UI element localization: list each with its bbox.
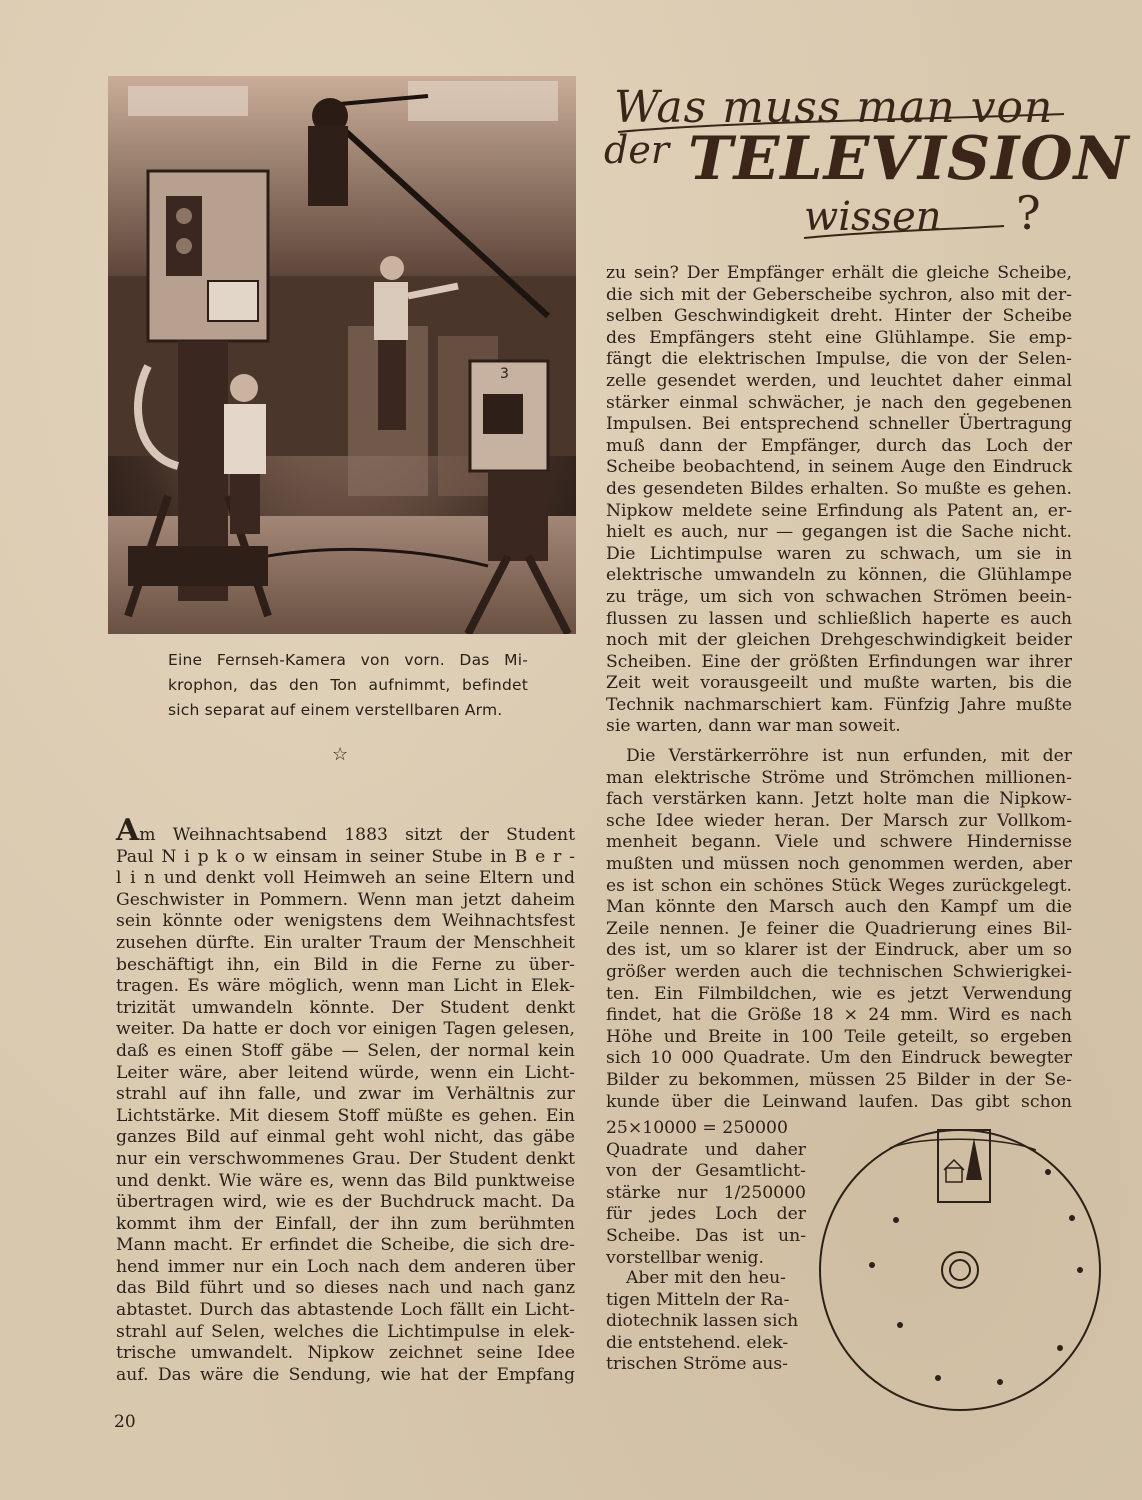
- text-line: ten. Ein Filmbildchen, wie es jetzt Verwendung: [606, 983, 1072, 1004]
- text-line: Die Verstärkerröhre ist nun erfunden, mit der: [626, 746, 1072, 766]
- text-line: für jedes Loch der: [606, 1204, 806, 1225]
- text-line: des ist, um so klarer ist der Eindruck, aber um so: [606, 940, 1072, 961]
- text-line: das Bild führt und so dieses nach und nach ganz: [116, 1278, 575, 1299]
- text-line: Mann macht. Er erfindet die Scheibe, die sich dre-: [116, 1235, 575, 1256]
- text-line: stärke nur 1/250000: [606, 1182, 806, 1203]
- title-line-3: wissen: [804, 194, 942, 240]
- text-line: hielt es auch, nur — gegangen ist die Sache nicht.: [606, 522, 1072, 543]
- television-camera-photo: [108, 76, 576, 634]
- text-line: menheit begann. Viele und schwere Hindernisse: [606, 832, 1072, 853]
- caption-line: Eine Fernseh-Kamera von vorn. Das Mi-: [168, 651, 528, 669]
- dropcap: A: [116, 813, 140, 848]
- text-line: zu sein? Der Empfänger erhält die gleiche Scheibe,: [606, 263, 1072, 283]
- text-line: Die Lichtimpulse waren zu schwach, um sie in: [606, 543, 1072, 564]
- text-line: diotechnik lassen sich: [606, 1311, 799, 1332]
- text-line: strahl auf ihn falle, und zwar im Verhältnis zur: [116, 1084, 575, 1105]
- text-line: fängt die elektrischen Impulse, die von der Selen-: [606, 349, 1072, 370]
- text-line: muß dann der Empfänger, durch das Loch der: [606, 435, 1072, 456]
- text-line: zelle gesendet werden, und leuchtet daher einmal: [606, 370, 1072, 391]
- photo-caption: [168, 648, 528, 723]
- text-line: nur ein verschwommenes Grau. Der Student denkt: [116, 1148, 575, 1169]
- formula-line: 25×10000 = 250000: [606, 1118, 788, 1138]
- text-line: Höhe und Breite in 100 Teile geteilt, so ergeben: [606, 1026, 1072, 1047]
- text-line: die entstehend. elek-: [606, 1332, 789, 1353]
- title-television: TELEVISION: [688, 124, 1130, 194]
- right-text-column-paragraph-2: [606, 746, 1072, 1113]
- text-line: größer werden auch die technischen Schwierigkei-: [606, 961, 1072, 982]
- photo-illustration: [108, 76, 576, 634]
- text-line: Scheiben. Eine der größten Erfindungen war ihrer: [606, 651, 1072, 672]
- text-line: von der Gesamtlicht-: [606, 1161, 806, 1182]
- text-line: vorstellbar wenig.: [606, 1247, 765, 1268]
- text-line: Aber mit den heu-: [626, 1268, 786, 1288]
- text-line: Quadrate und daher: [606, 1139, 806, 1160]
- text-line: beschäftigt ihn, ein Bild in die Ferne zu über-: [116, 954, 575, 975]
- text-line: Leiter wäre, aber leitend würde, wenn ein Licht-: [116, 1062, 575, 1083]
- separator-star: ☆: [332, 744, 349, 765]
- text-line: noch mit der gleichen Drehgeschwindigkeit beider: [606, 630, 1072, 651]
- text-line: flussen zu lassen und schließlich haperte es auch: [606, 608, 1072, 629]
- text-line: und denkt. Wie wäre es, wenn das Bild punktweise: [116, 1170, 575, 1191]
- title-line-2-prefix: der: [604, 128, 669, 172]
- text-line: auf. Das wäre die Sendung, wie hat der Empfang: [116, 1364, 575, 1385]
- text-line: sche Idee wieder heran. Der Marsch zur Vollkom-: [606, 810, 1072, 831]
- text-line: des Empfängers steht eine Glühlampe. Sie emp-: [606, 327, 1072, 348]
- text-line: des gesendeten Bildes erhalten. So mußte es gehen.: [606, 478, 1072, 499]
- article-title: [604, 70, 1130, 260]
- text-line: man elektrische Ströme und Strömchen millionen-: [606, 767, 1072, 788]
- text-line: findet, hat die Größe 18 × 24 mm. Wird es nach: [606, 1005, 1072, 1026]
- camera-number-label: 3: [500, 366, 509, 382]
- text-line: daß es einen Stoff gäbe — Selen, der normal kein: [116, 1040, 575, 1061]
- house-icon: [946, 1168, 962, 1182]
- text-line: stärker einmal schwächer, je nach den gegebenen: [606, 392, 1072, 413]
- text-line: weiter. Da hatte er doch vor einigen Tagen gelesen,: [116, 1019, 575, 1040]
- picture-frame: [938, 1130, 990, 1202]
- caption-line: sich separat auf einem verstellbaren Arm.: [168, 701, 503, 719]
- text-line: ganzes Bild auf einmal geht wohl nicht, das gäbe: [116, 1127, 575, 1148]
- title-question-mark: ?: [1016, 186, 1041, 240]
- text-line: Paul N i p k o w einsam in seiner Stube in B e r -: [116, 846, 575, 867]
- text-line: Zeit weit vorausgeeilt und mußte warten, bis die: [606, 673, 1072, 694]
- text-line: zusehen dürfte. Ein uralter Traum der Menschheit: [116, 932, 575, 953]
- text-line: abtastet. Durch das abtastende Loch fällt ein Licht-: [116, 1300, 575, 1321]
- text-line: übertragen wird, wie es der Buchdruck macht. Da: [116, 1192, 575, 1213]
- nipkow-disc-diagram: [810, 1120, 1110, 1420]
- caption-line: krophon, das den Ton aufnimmt, befindet: [168, 676, 528, 694]
- text-line: sie warten, dann war man soweit.: [606, 716, 901, 737]
- text-line: zu träge, um sich von schwachen Strömen beein-: [606, 586, 1072, 607]
- title-line-1: Was muss man von: [614, 82, 1054, 133]
- text-line: l i n und denkt voll Heimweh an seine Eltern und: [116, 868, 575, 889]
- first-line-text: m Weihnachtsabend 1883 sitzt der Student: [139, 825, 575, 845]
- right-text-column: [606, 263, 1072, 738]
- text-line: sein könnte oder wenigstens dem Weihnachtsfest: [116, 911, 575, 932]
- tree-icon: [966, 1138, 982, 1180]
- text-line: Technik nachmarschiert kam. Fünfzig Jahre mußte: [606, 694, 1072, 715]
- text-line: Nipkow meldete seine Erfindung als Patent an, er-: [606, 500, 1072, 521]
- narrow-text-column-2: [606, 1268, 799, 1376]
- text-line: trizität umwandeln könnte. Der Student denkt: [116, 997, 575, 1018]
- text-line: elektrische umwandeln zu können, die Glühlampe: [606, 565, 1072, 586]
- text-line: mußten und müssen noch genommen werden, aber: [606, 853, 1072, 874]
- text-line: Lichtstärke. Mit diesem Stoff müßte es gehen. Ein: [116, 1105, 575, 1126]
- text-line: strahl auf Selen, welches die Lichtimpulse in elek-: [116, 1321, 575, 1342]
- text-line: Geschwister in Pommern. Wenn man jetzt daheim: [116, 889, 575, 910]
- text-line: die sich mit der Geberscheibe sychron, also mit der-: [606, 284, 1072, 305]
- text-line: tigen Mitteln der Ra-: [606, 1289, 790, 1310]
- narrow-text-column: [606, 1118, 806, 1269]
- text-line: Impulsen. Bei entsprechend schneller Übertragung: [606, 414, 1072, 435]
- text-line: kunde über die Leinwand laufen. Das gibt schon: [606, 1091, 1072, 1112]
- text-line: trischen Ströme aus-: [606, 1354, 788, 1375]
- text-line: kommt ihm der Einfall, der ihn zum berühmten: [116, 1213, 575, 1234]
- text-line: tragen. Es wäre möglich, wenn man Licht in Elek-: [116, 976, 575, 997]
- text-line: es ist schon ein schönes Stück Weges zurückgelegt.: [606, 875, 1072, 896]
- left-text-column: [116, 813, 575, 1386]
- text-line: Scheibe beobachtend, in seinem Auge den Eindruck: [606, 457, 1072, 478]
- page-number: 20: [114, 1412, 136, 1432]
- text-line: fach verstärken kann. Jetzt holte man die Nipkow-: [606, 789, 1072, 810]
- text-line: selben Geschwindigkeit dreht. Hinter der Scheibe: [606, 306, 1072, 327]
- text-line: trische umwandelt. Nipkow zeichnet seine Idee: [116, 1343, 575, 1364]
- first-line: [116, 813, 575, 848]
- text-line: hend immer nur ein Loch nach dem anderen über: [116, 1256, 575, 1277]
- text-line: Bilder zu bekommen, müssen 25 Bilder in der Se-: [606, 1069, 1072, 1090]
- text-line: sich 10 000 Quadrate. Um den Eindruck bewegter: [606, 1048, 1072, 1069]
- text-line: Zeile nennen. Je feiner die Quadrierung eines Bil-: [606, 918, 1072, 939]
- text-line: Scheibe. Das ist un-: [606, 1225, 806, 1246]
- text-line: Man könnte den Marsch auch den Kampf um die: [606, 897, 1072, 918]
